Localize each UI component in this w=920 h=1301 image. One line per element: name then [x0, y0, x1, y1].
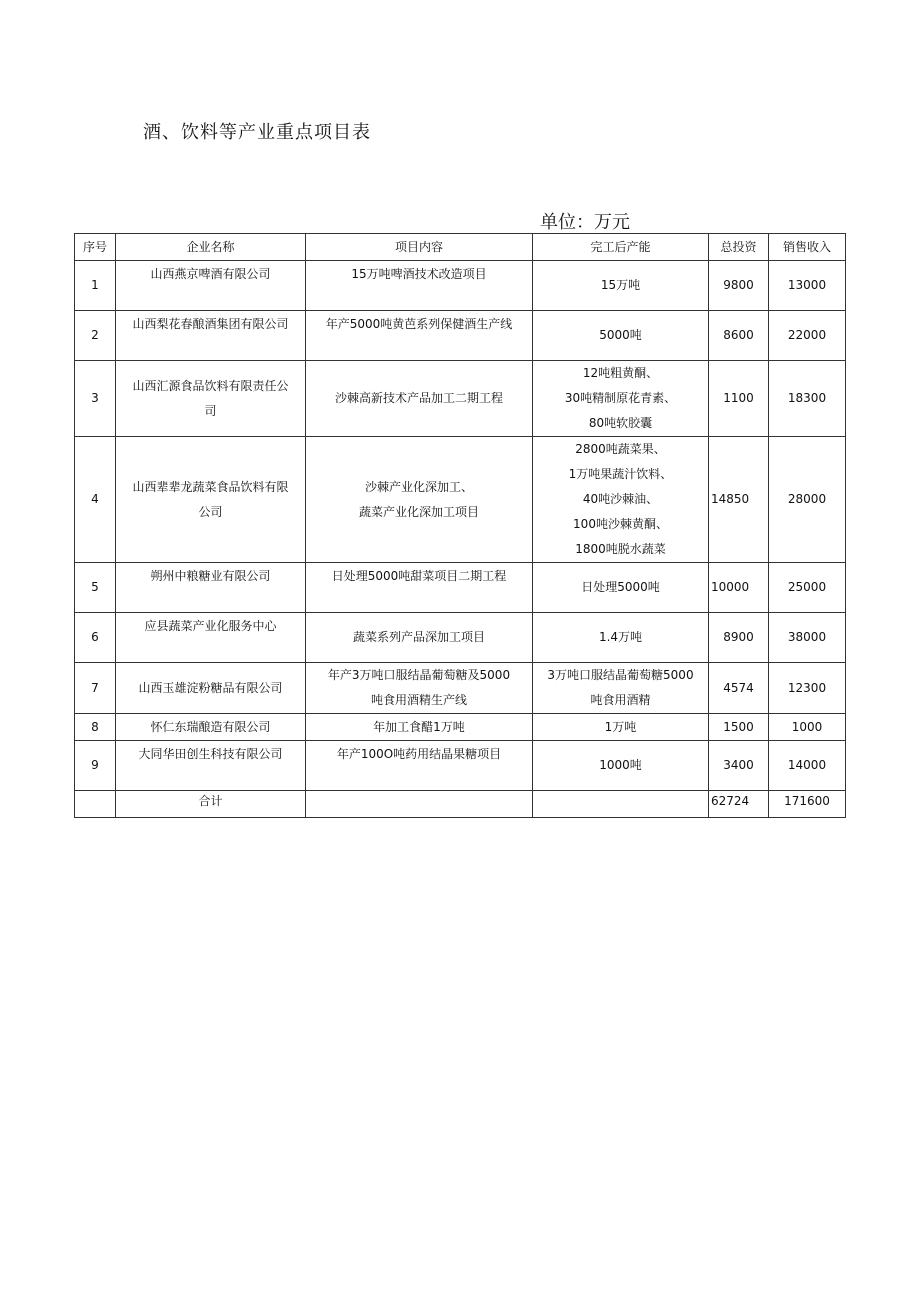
cell-line: 1.4万吨 [598, 630, 643, 644]
cell-line: 大同华田创生科技有限公司 [138, 747, 283, 761]
total-project-cell [306, 791, 533, 818]
projects-table [74, 233, 846, 818]
capacity [533, 563, 709, 613]
total-investment: 8900 [709, 613, 769, 663]
total-investment: 3400 [709, 741, 769, 791]
cell-line: 80吨软胶囊 [588, 416, 653, 430]
cell-line: 5000吨 [599, 328, 642, 342]
table-row [75, 613, 846, 663]
unit-label: 单位：万元 [540, 212, 630, 233]
total-investment: 62724 [709, 791, 769, 818]
table-row [75, 741, 846, 791]
capacity [533, 714, 709, 741]
cell-line: 1800吨脱水蔬菜 [575, 542, 666, 556]
cell-line: 15万吨啤酒技术改造项目 [351, 267, 487, 281]
row-number: 5 [75, 563, 116, 613]
cell-line: 怀仁东瑞酿造有限公司 [150, 720, 271, 734]
cell-line: 15万吨 [600, 278, 641, 292]
row-number: 7 [75, 663, 116, 714]
capacity [533, 437, 709, 563]
header-row [75, 234, 846, 261]
company-name [116, 261, 306, 311]
total-sales: 171600 [769, 791, 846, 818]
project-content [306, 563, 533, 613]
total-investment: 8600 [709, 311, 769, 361]
header-project: 项目内容 [306, 234, 533, 261]
cell-line: 1万吨果蔬汁饮料、 [568, 467, 673, 481]
cell-line: 山西燕京啤酒有限公司 [150, 267, 271, 281]
row-number: 3 [75, 361, 116, 437]
cell-line: 2800吨蔬菜果、 [575, 442, 666, 456]
header-no: 序号 [75, 234, 116, 261]
project-content [306, 311, 533, 361]
total-investment: 9800 [709, 261, 769, 311]
company-name [116, 311, 306, 361]
sales-revenue: 14000 [769, 741, 846, 791]
row-number: 2 [75, 311, 116, 361]
total-label: 合计 [116, 791, 306, 818]
total-investment: 1500 [709, 714, 769, 741]
total-investment: 14850 [709, 437, 769, 563]
company-name [116, 741, 306, 791]
total-capacity-cell [533, 791, 709, 818]
project-content [306, 714, 533, 741]
cell-line: 年产100O吨药用结晶果糖项目 [336, 747, 502, 761]
table-row [75, 311, 846, 361]
sales-revenue: 18300 [769, 361, 846, 437]
cell-line: 蔬菜系列产品深加工项目 [352, 630, 485, 644]
page-title: 酒、饮料等产业重点项目表 [143, 122, 371, 143]
header-company: 企业名称 [116, 234, 306, 261]
sales-revenue: 12300 [769, 663, 846, 714]
sales-revenue: 1000 [769, 714, 846, 741]
cell-line: 吨食用酒精生产线 [370, 693, 467, 707]
sales-revenue: 38000 [769, 613, 846, 663]
header-sales: 销售收入 [769, 234, 846, 261]
table-row [75, 261, 846, 311]
cell-line: 司 [204, 403, 217, 418]
cell-line: 山西玉雄淀粉糖品有限公司 [138, 680, 283, 695]
cell-line: 山西梨花春酿酒集团有限公司 [132, 317, 289, 331]
sales-revenue: 22000 [769, 311, 846, 361]
cell-line: 12吨粗黄酮、 [582, 366, 659, 380]
cell-line: 吨食用酒精 [590, 693, 651, 707]
total-no-cell [75, 791, 116, 818]
row-number: 1 [75, 261, 116, 311]
total-investment: 10000 [709, 563, 769, 613]
project-content [306, 741, 533, 791]
project-content [306, 663, 533, 714]
total-investment: 1100 [709, 361, 769, 437]
cell-line: 1万吨 [604, 719, 637, 734]
row-number: 6 [75, 613, 116, 663]
table-row [75, 663, 846, 714]
capacity [533, 663, 709, 714]
cell-line: 应县蔬菜产业化服务中心 [144, 619, 277, 633]
cell-line: 100吨沙棘黄酮、 [573, 517, 668, 531]
sales-revenue: 28000 [769, 437, 846, 563]
company-name [116, 563, 306, 613]
cell-line: 3万吨口服结晶葡萄糖5000 [547, 668, 694, 682]
cell-line: 日处理5000吨甜菜项目二期工程 [331, 569, 507, 583]
capacity [533, 741, 709, 791]
cell-line: 山西辈辈龙蔬菜食品饮料有限 [132, 479, 289, 494]
capacity [533, 613, 709, 663]
company-name [116, 361, 306, 437]
company-name [116, 613, 306, 663]
cell-line: 蔬菜产业化深加工项目 [358, 504, 479, 519]
table-row [75, 437, 846, 563]
table-row [75, 361, 846, 437]
cell-line: 公司 [198, 504, 223, 519]
table-row [75, 714, 846, 741]
table-row [75, 563, 846, 613]
row-number: 8 [75, 714, 116, 741]
header-capacity: 完工后产能 [533, 234, 709, 261]
cell-line: 30吨精制原花青素、 [564, 391, 677, 405]
project-content [306, 361, 533, 437]
cell-line: 朔州中粮糖业有限公司 [150, 569, 271, 583]
company-name [116, 437, 306, 563]
cell-line: 年产3万吨口服结晶葡萄糖及5000 [327, 668, 511, 682]
header-investment: 总投资 [709, 234, 769, 261]
cell-line: 年产5000吨黄芭系列保健酒生产线 [325, 317, 513, 331]
sales-revenue: 25000 [769, 563, 846, 613]
cell-line: 山西汇源食品饮料有限责任公 [132, 378, 289, 393]
cell-line: 沙棘高新技术产品加工二期工程 [334, 391, 503, 405]
total-investment: 4574 [709, 663, 769, 714]
project-content [306, 613, 533, 663]
capacity [533, 261, 709, 311]
capacity [533, 361, 709, 437]
project-content [306, 437, 533, 563]
cell-line: 40吨沙棘油、 [582, 492, 659, 506]
cell-line: 年加工食醋1万吨 [373, 720, 465, 734]
project-content [306, 261, 533, 311]
cell-line: 1000吨 [599, 758, 642, 772]
row-number: 4 [75, 437, 116, 563]
company-name [116, 714, 306, 741]
cell-line: 日处理5000吨 [581, 580, 660, 594]
total-row [75, 791, 846, 818]
sales-revenue: 13000 [769, 261, 846, 311]
cell-line: 沙棘产业化深加工、 [364, 479, 473, 494]
company-name [116, 663, 306, 714]
capacity [533, 311, 709, 361]
row-number: 9 [75, 741, 116, 791]
